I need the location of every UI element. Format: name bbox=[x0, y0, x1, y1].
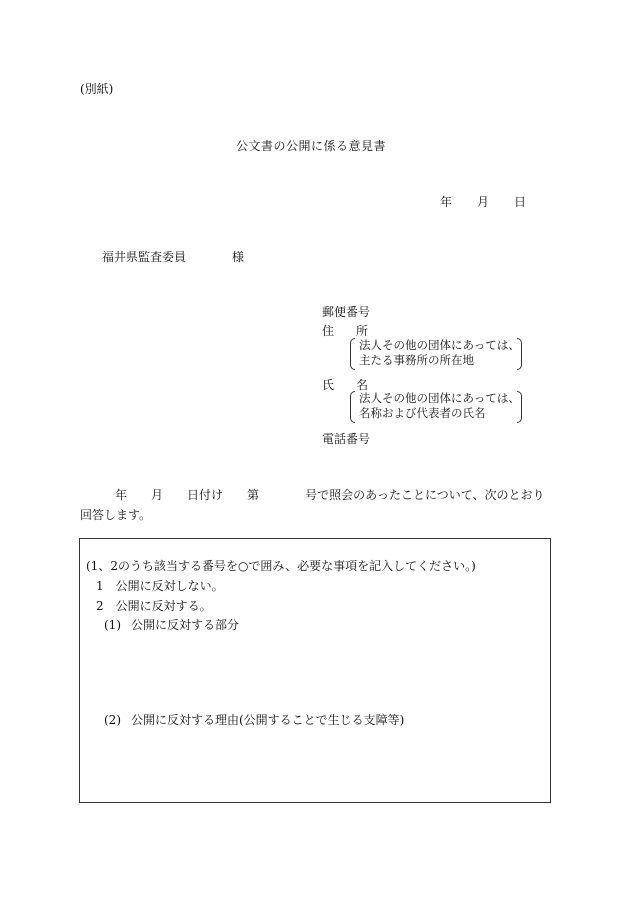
addressee bbox=[102, 248, 244, 265]
name-note bbox=[350, 391, 522, 421]
sub-item-1-text: 公開に反対する部分 bbox=[131, 618, 240, 632]
right-paren bbox=[517, 391, 522, 423]
attachment-label: (別紙) bbox=[80, 82, 114, 96]
sub-item-2-text: 公開に反対する理由(公開することで生じる支障等) bbox=[131, 713, 405, 727]
address-note-line2: 主たる事務所の所在地 bbox=[359, 353, 474, 367]
left-paren bbox=[350, 391, 355, 423]
sub-item-2 bbox=[104, 711, 404, 728]
addressee-name: 福井県監査委員 bbox=[102, 250, 187, 264]
opinion-box bbox=[79, 538, 551, 803]
date-month-label: 月 bbox=[477, 195, 490, 209]
address-label-second: 所 bbox=[356, 324, 369, 338]
address-label bbox=[322, 322, 368, 339]
opinion-instruction: (1、2のうち該当する番号を○で囲み、必要な事項を記入してください。) bbox=[86, 559, 476, 573]
option-1-number: 1 bbox=[96, 579, 104, 593]
left-paren bbox=[350, 338, 355, 370]
reply-month-label: 月 bbox=[151, 488, 164, 502]
name-label-first: 氏 bbox=[322, 378, 335, 392]
reply-day-label: 日付け bbox=[187, 488, 224, 502]
address-label-first: 住 bbox=[322, 324, 335, 338]
phone-label: 電話番号 bbox=[322, 432, 371, 446]
right-paren bbox=[517, 338, 522, 370]
document-title: 公文書の公開に係る意見書 bbox=[236, 139, 387, 153]
sub-item-2-number: (2) bbox=[104, 713, 121, 727]
name-label-second: 名 bbox=[356, 378, 369, 392]
name-note-line2: 名称および代表者の氏名 bbox=[359, 406, 486, 420]
name-note-line1: 法人その他の団体にあっては、 bbox=[359, 391, 520, 405]
date-day-label: 日 bbox=[514, 195, 527, 209]
date-line bbox=[440, 193, 526, 210]
address-note bbox=[350, 338, 522, 368]
postal-code-label: 郵便番号 bbox=[322, 305, 371, 319]
option-2 bbox=[96, 597, 212, 614]
date-year-label: 年 bbox=[440, 195, 453, 209]
option-1-text: 公開に反対しない。 bbox=[115, 579, 224, 593]
reply-year-label: 年 bbox=[115, 488, 128, 502]
option-2-number: 2 bbox=[96, 599, 104, 613]
sub-item-1-number: (1) bbox=[104, 618, 121, 632]
sub-item-1 bbox=[104, 616, 239, 633]
option-1 bbox=[96, 577, 224, 594]
address-note-line1: 法人その他の団体にあっては、 bbox=[359, 338, 520, 352]
reply-text: 号で照会のあったことについて、次のとおり回答します。 bbox=[80, 488, 545, 522]
reply-sentence bbox=[80, 485, 550, 525]
reply-number-prefix: 第 bbox=[247, 488, 260, 502]
addressee-honorific: 様 bbox=[232, 250, 245, 264]
option-2-text: 公開に反対する。 bbox=[115, 599, 212, 613]
